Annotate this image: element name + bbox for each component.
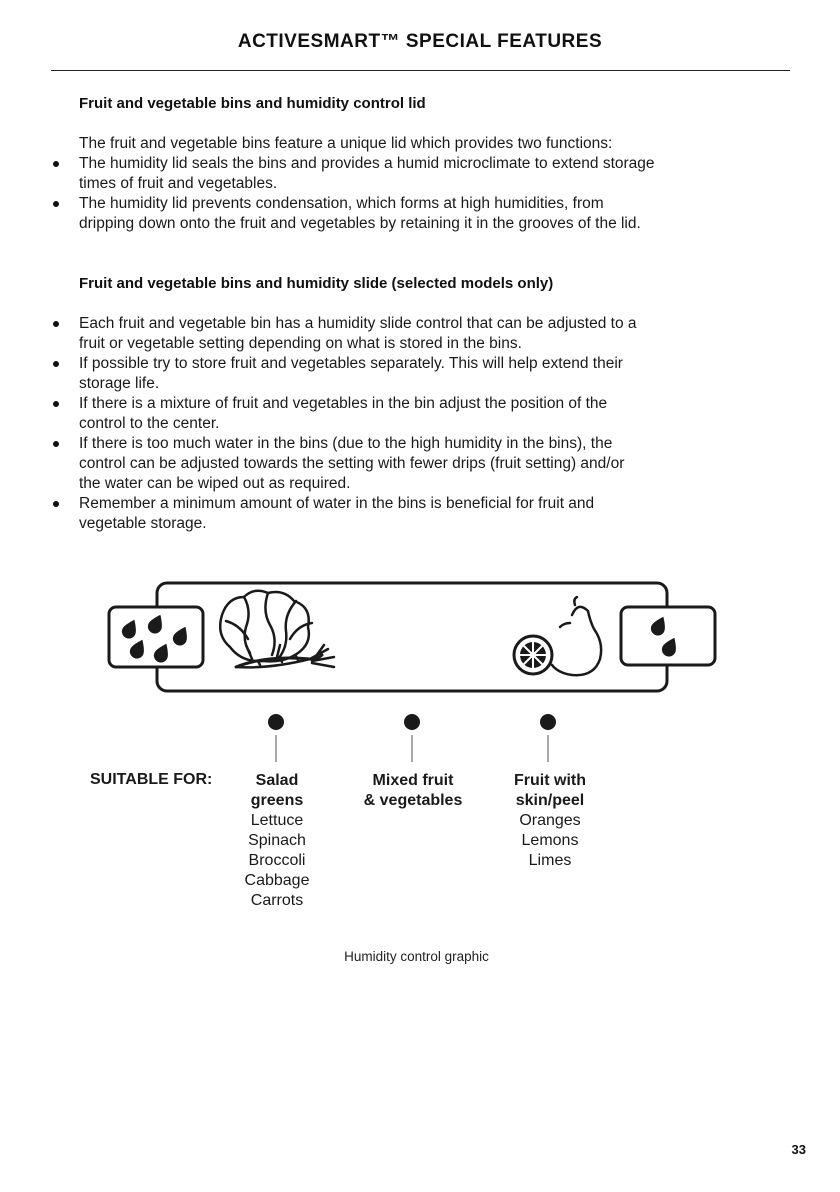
list-item xyxy=(79,354,779,394)
list-item xyxy=(79,394,779,434)
intro-paragraph: The fruit and vegetable bins feature a unique lid which provides two functions: xyxy=(79,135,613,152)
suitable-for-label: SUITABLE FOR: xyxy=(90,771,213,788)
line: the water can be wiped out as required. xyxy=(79,475,351,492)
line: If there is a mixture of fruit and vegetables in the bin adjust the position of the xyxy=(79,395,608,412)
list-item: Broccoli xyxy=(248,852,306,869)
bullet-icon xyxy=(53,361,59,367)
line: If possible try to store fruit and vegetables separately. This will help extend their xyxy=(79,355,623,372)
list-item: Carrots xyxy=(250,892,304,909)
fruit-column xyxy=(480,771,620,871)
list-item: Oranges xyxy=(519,812,581,829)
line: The humidity lid prevents condensation, which forms at high humidities, from xyxy=(79,195,604,212)
line: Remember a minimum amount of water in the bins is beneficial for fruit and xyxy=(79,495,595,512)
figure-caption: Humidity control graphic xyxy=(344,949,489,964)
bullet-icon xyxy=(53,441,59,447)
salad-greens-column xyxy=(207,771,347,911)
column-heading: Salad xyxy=(255,772,299,789)
list-item: Lemons xyxy=(521,832,579,849)
line: vegetable storage. xyxy=(79,515,207,532)
list-item xyxy=(79,434,779,494)
lemon-pear-icon xyxy=(514,597,601,675)
mixed-column xyxy=(343,771,483,811)
column-heading: & vegetables xyxy=(363,792,463,809)
list-item: Limes xyxy=(528,852,572,869)
line: control can be adjusted towards the setting with fewer drips (fruit setting) and/or xyxy=(79,455,625,472)
line: storage life. xyxy=(79,375,160,392)
few-drops-icon xyxy=(621,607,715,665)
list-item: Spinach xyxy=(248,832,306,849)
list-item xyxy=(79,194,779,234)
setting-marker-salad xyxy=(268,714,284,762)
bullet-icon xyxy=(53,201,59,207)
column-heading: Fruit with xyxy=(514,772,586,789)
line: fruit or vegetable setting depending on what is stored in the bins. xyxy=(79,335,522,352)
slide-bullet-list xyxy=(79,314,779,534)
bullet-icon xyxy=(53,501,59,507)
list-item: Lettuce xyxy=(250,812,304,829)
line: times of fruit and vegetables. xyxy=(79,175,278,192)
column-heading: Mixed fruit xyxy=(372,772,454,789)
bullet-icon xyxy=(53,321,59,327)
column-heading: skin/peel xyxy=(515,792,585,809)
bullet-icon xyxy=(53,401,59,407)
line: The humidity lid seals the bins and provides a humid microclimate to extend storage xyxy=(79,155,655,172)
setting-marker-mixed xyxy=(404,714,420,762)
list-item xyxy=(79,154,779,194)
line: If there is too much water in the bins (due to the high humidity in the bins), the xyxy=(79,435,613,452)
column-heading: greens xyxy=(250,792,304,809)
humidity-control-graphic xyxy=(0,575,840,775)
lid-bullet-list xyxy=(79,154,779,234)
line: control to the center. xyxy=(79,415,220,432)
header-divider xyxy=(51,70,790,71)
line: Each fruit and vegetable bin has a humidity slide control that can be adjusted to a xyxy=(79,315,637,332)
list-item xyxy=(79,494,779,534)
page-number: 33 xyxy=(791,1142,806,1157)
bullet-icon xyxy=(53,161,59,167)
section-heading-lid: Fruit and vegetable bins and humidity control lid xyxy=(79,95,426,112)
list-item xyxy=(79,314,779,354)
list-item: Cabbage xyxy=(244,872,310,889)
page-title: ACTIVESMART™ SPECIAL FEATURES xyxy=(237,31,603,52)
many-drops-icon xyxy=(109,607,203,667)
line: dripping down onto the fruit and vegetables by retaining it in the grooves of the lid. xyxy=(79,215,641,232)
lettuce-carrot-icon xyxy=(220,591,334,668)
setting-marker-fruit xyxy=(540,714,556,762)
section-heading-slide: Fruit and vegetable bins and humidity slide (selected models only) xyxy=(79,275,554,292)
